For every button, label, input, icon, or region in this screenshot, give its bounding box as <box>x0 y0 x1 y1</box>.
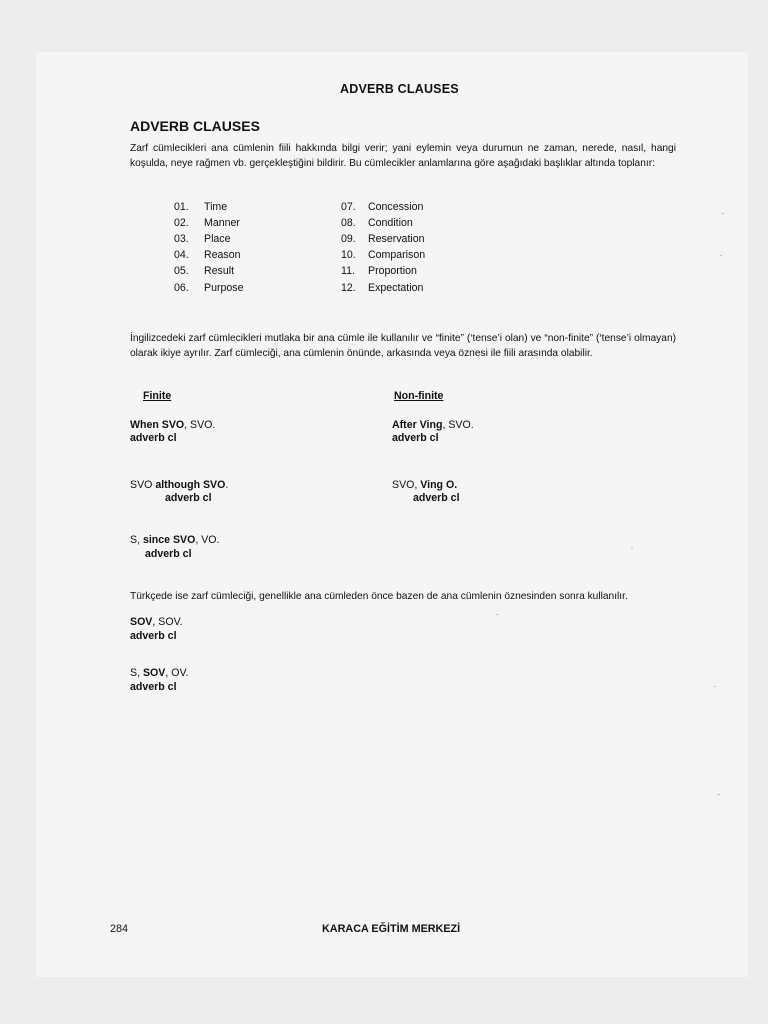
scan-speck <box>631 548 633 549</box>
type-label: Comparison <box>368 249 426 261</box>
scan-speck <box>718 794 720 795</box>
scan-speck <box>496 614 498 615</box>
page-number: 284 <box>110 923 129 935</box>
finite-example: S, since SVO, VO. <box>130 534 220 546</box>
intro-paragraph: Zarf cümlecikleri ana cümlenin fiili hakkında bilgi verir; yani eylemin veya durumun ne zaman, nerede, nasıl, hangi koşulda, neye rağmen vb. gerçekleştiğini bildirir. Bu cümlecikler anlamlarına göre aşağıdaki başlıklar altında toplanır: <box>130 143 676 169</box>
type-label: Concession <box>368 201 424 213</box>
type-label: Time <box>204 201 228 213</box>
adverb-clause-label: adverb cl <box>130 630 177 642</box>
type-number: 04. <box>174 249 189 261</box>
finite-example: SVO although SVO. <box>130 479 229 491</box>
nonfinite-heading: Non-finite <box>394 390 444 402</box>
type-number: 12. <box>341 282 356 294</box>
document-page <box>36 52 748 977</box>
type-label: Result <box>204 265 235 277</box>
adverb-clause-label: adverb cl <box>145 548 192 560</box>
adverb-clause-label: adverb cl <box>392 432 439 444</box>
type-number: 03. <box>174 233 189 245</box>
type-label: Purpose <box>204 282 244 294</box>
type-number: 08. <box>341 217 356 229</box>
turkish-example: S, SOV, OV. <box>130 667 189 679</box>
type-label: Place <box>204 233 231 245</box>
finite-heading: Finite <box>143 390 172 402</box>
publisher-name: KARACA EĞİTİM MERKEZİ <box>322 923 461 935</box>
scan-speck <box>720 255 722 256</box>
scan-speck <box>714 686 716 687</box>
finite-nonfinite-note: İngilizcedeki zarf cümlecikleri mutlaka bir ana cümle ile kullanılır ve “finite” (‘tense’i olan) ve “non-finite” (‘tense’i olmayan) olarak ikiye ayrılır. Zarf cümleciği, ana cümlenin önünde, arkasında veya öznesi ile fiili arasında olabilir. <box>130 333 676 359</box>
document-header-title: ADVERB CLAUSES <box>340 82 459 96</box>
type-label: Expectation <box>368 282 424 294</box>
type-number: 07. <box>341 201 356 213</box>
turkish-example: SOV, SOV. <box>130 616 183 628</box>
adverb-clause-label: adverb cl <box>413 492 460 504</box>
type-number: 02. <box>174 217 189 229</box>
nonfinite-example: SVO, Ving O. <box>392 479 458 491</box>
type-number: 09. <box>341 233 356 245</box>
type-number: 05. <box>174 265 189 277</box>
type-number: 10. <box>341 249 356 261</box>
adverb-clause-label: adverb cl <box>130 432 177 444</box>
finite-example: When SVO, SVO. <box>130 419 216 431</box>
nonfinite-example: After Ving, SVO. <box>392 419 474 431</box>
type-label: Condition <box>368 217 413 229</box>
section-title: ADVERB CLAUSES <box>130 118 260 134</box>
type-label: Reason <box>204 249 241 261</box>
type-number: 11. <box>341 265 355 277</box>
type-number: 01. <box>174 201 189 213</box>
scan-speck <box>722 213 724 214</box>
type-label: Reservation <box>368 233 425 245</box>
turkish-note: Türkçede ise zarf cümleciği, genellikle ana cümleden önce bazen de ana cümlenin öznesinden sonra kullanılır. <box>130 591 628 602</box>
adverb-clause-label: adverb cl <box>165 492 212 504</box>
type-number: 06. <box>174 282 189 294</box>
adverb-clause-label: adverb cl <box>130 681 177 693</box>
type-label: Proportion <box>368 265 417 277</box>
type-label: Manner <box>204 217 240 229</box>
